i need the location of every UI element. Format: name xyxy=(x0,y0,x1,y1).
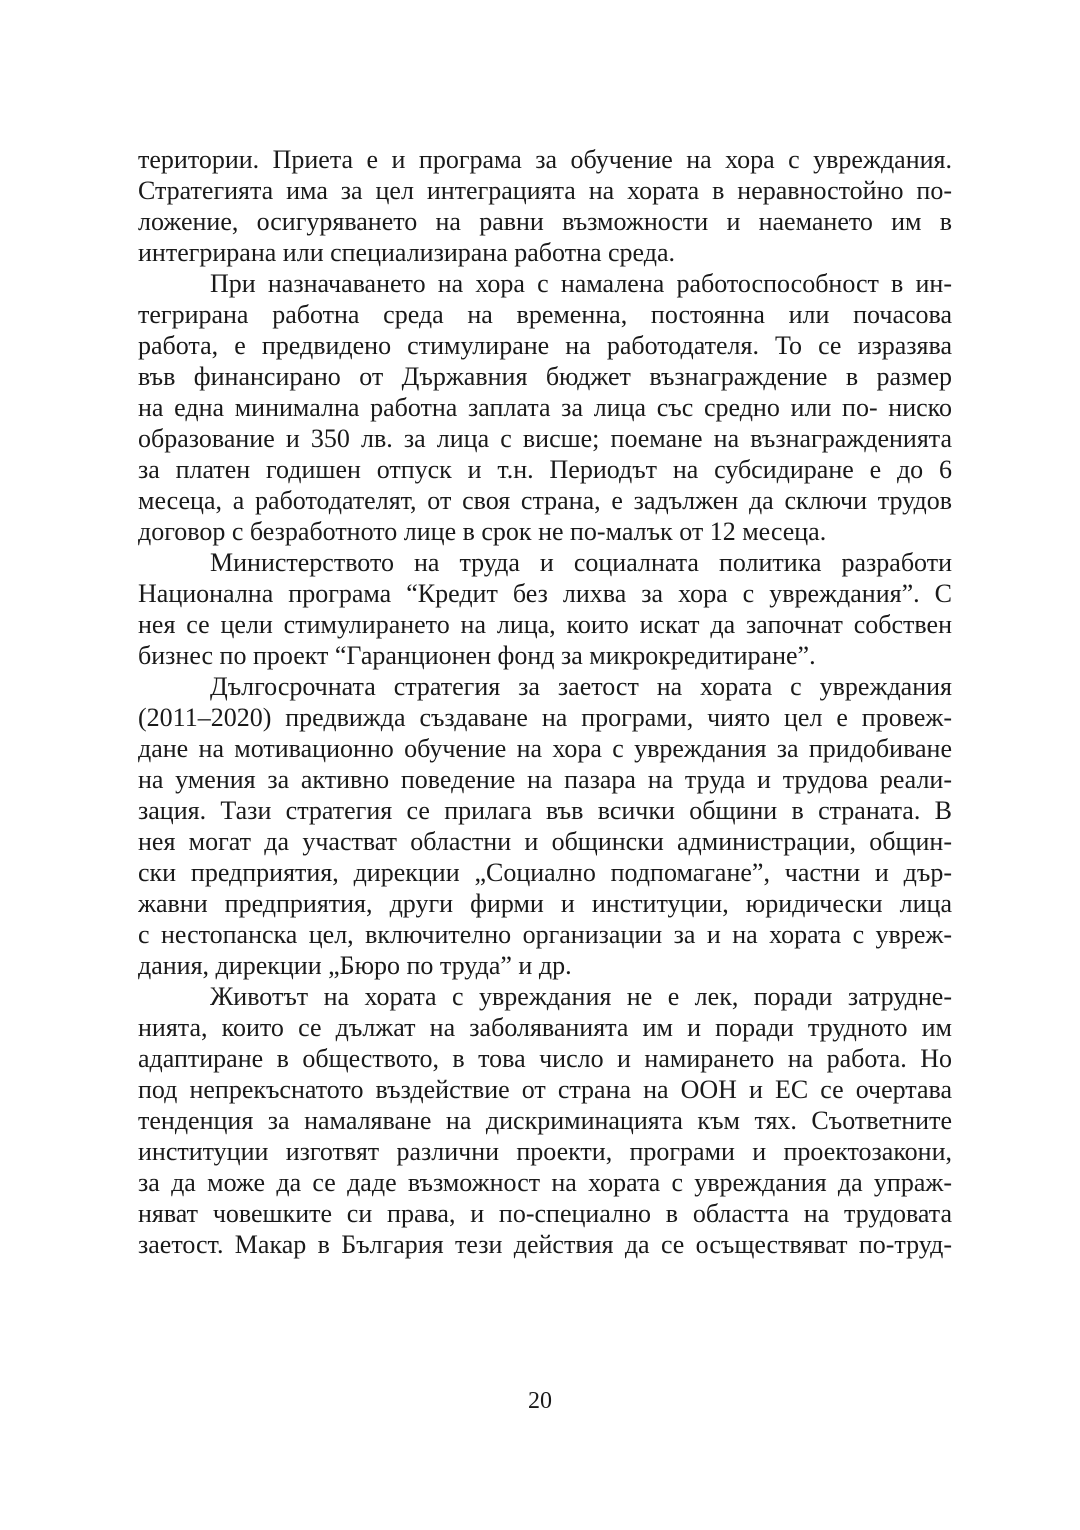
text-line: нията, които се дължат на заболяванията им и поради трудното им xyxy=(138,1013,952,1042)
text-line: Министерството на труда и социалната политика разработи xyxy=(210,548,952,577)
text-line: бизнес по проект “Гаранционен фонд за микрокредитиране”. xyxy=(138,641,816,670)
text-line: на една минимална работна заплата за лица със средно или по- ниско xyxy=(138,393,952,422)
text-line: тенденция за намаляване на дискриминацията към тях. Съответните xyxy=(138,1106,952,1135)
text-line: под непрекъснатото въздействие от страна на ООН и ЕС се очертава xyxy=(138,1075,952,1104)
text-line: дания, дирекции „Бюро по труда” и др. xyxy=(138,951,572,980)
text-line: ски предприятия, дирекции „Социално подпомагане”, частни и дър- xyxy=(138,858,952,887)
text-line: жавни предприятия, други фирми и институции, юридически лица xyxy=(138,889,952,918)
text-line: образование и 350 лв. за лица с висше; поемане на възнагражденията xyxy=(138,424,952,453)
paragraph-3 xyxy=(138,547,952,671)
text-line: за платен годишен отпуск и т.н. Периодът на субсидиране е до 6 xyxy=(138,455,952,484)
text-line: Стратегията има за цел интеграцията на хората в неравностойно по- xyxy=(138,176,952,205)
text-line: договор с безработното лице в срок не по-малък от 12 месеца. xyxy=(138,517,827,546)
text-line: институции изготвят различни проекти, програми и проектозакони, xyxy=(138,1137,952,1166)
text-line: ложение, осигуряването на равни възможности и наемането им в xyxy=(138,207,952,236)
text-line: работа, е предвидено стимулиране на работодателя. То се изразява xyxy=(138,331,952,360)
text-line: тегрирана работна среда на временна, постоянна или почасова xyxy=(138,300,952,329)
text-line: адаптиране в обществото, в това число и намирането на работа. Но xyxy=(138,1044,952,1073)
text-line: Национална програма “Кредит без лихва за хора с увреждания”. С xyxy=(138,579,952,608)
paragraph-2 xyxy=(138,268,952,547)
text-line: заетост. Макар в България тези действия да се осъществяват по-труд- xyxy=(138,1230,952,1259)
text-line: за да може да се даде възможност на хората с увреждания да упраж- xyxy=(138,1168,952,1197)
text-line: територии. Приета е и програма за обучение на хора с увреждания. xyxy=(138,145,952,174)
paragraph-4 xyxy=(138,671,952,981)
text-line: Животът на хората с увреждания не е лек, поради затрудне- xyxy=(210,982,952,1011)
paragraph-5 xyxy=(138,981,952,1260)
page-number: 20 xyxy=(528,1388,552,1414)
text-line: във финансирано от Държавния бюджет възнаграждение в размер xyxy=(138,362,952,391)
text-line: дане на мотивационно обучение на хора с увреждания за придобиване xyxy=(138,734,952,763)
text-line: При назначаването на хора с намалена работоспособност в ин- xyxy=(210,269,952,298)
text-line: на умения за активно поведение на пазара на труда и трудова реали- xyxy=(138,765,952,794)
text-line: Дългосрочната стратегия за заетост на хората с увреждания xyxy=(210,672,952,701)
text-line: с нестопанска цел, включително организации за и на хората с увреж- xyxy=(138,920,952,949)
text-line: няват човешките си права, и по-специално в областта на трудовата xyxy=(138,1199,952,1228)
body-text xyxy=(138,144,952,1260)
text-line: нея се цели стимулирането на лица, които искат да започнат собствен xyxy=(138,610,952,639)
text-line: (2011–2020) предвижда създаване на програми, чиято цел е провеж- xyxy=(138,703,952,732)
paragraph-1 xyxy=(138,144,952,268)
text-line: зация. Тази стратегия се прилага във всички общини в страната. В xyxy=(138,796,952,825)
text-line: нея могат да участват областни и общински администрации, общин- xyxy=(138,827,952,856)
text-line: месеца, а работодателят, от своя страна, е задължен да сключи трудов xyxy=(138,486,952,515)
text-line: интегрирана или специализирана работна среда. xyxy=(138,238,676,267)
